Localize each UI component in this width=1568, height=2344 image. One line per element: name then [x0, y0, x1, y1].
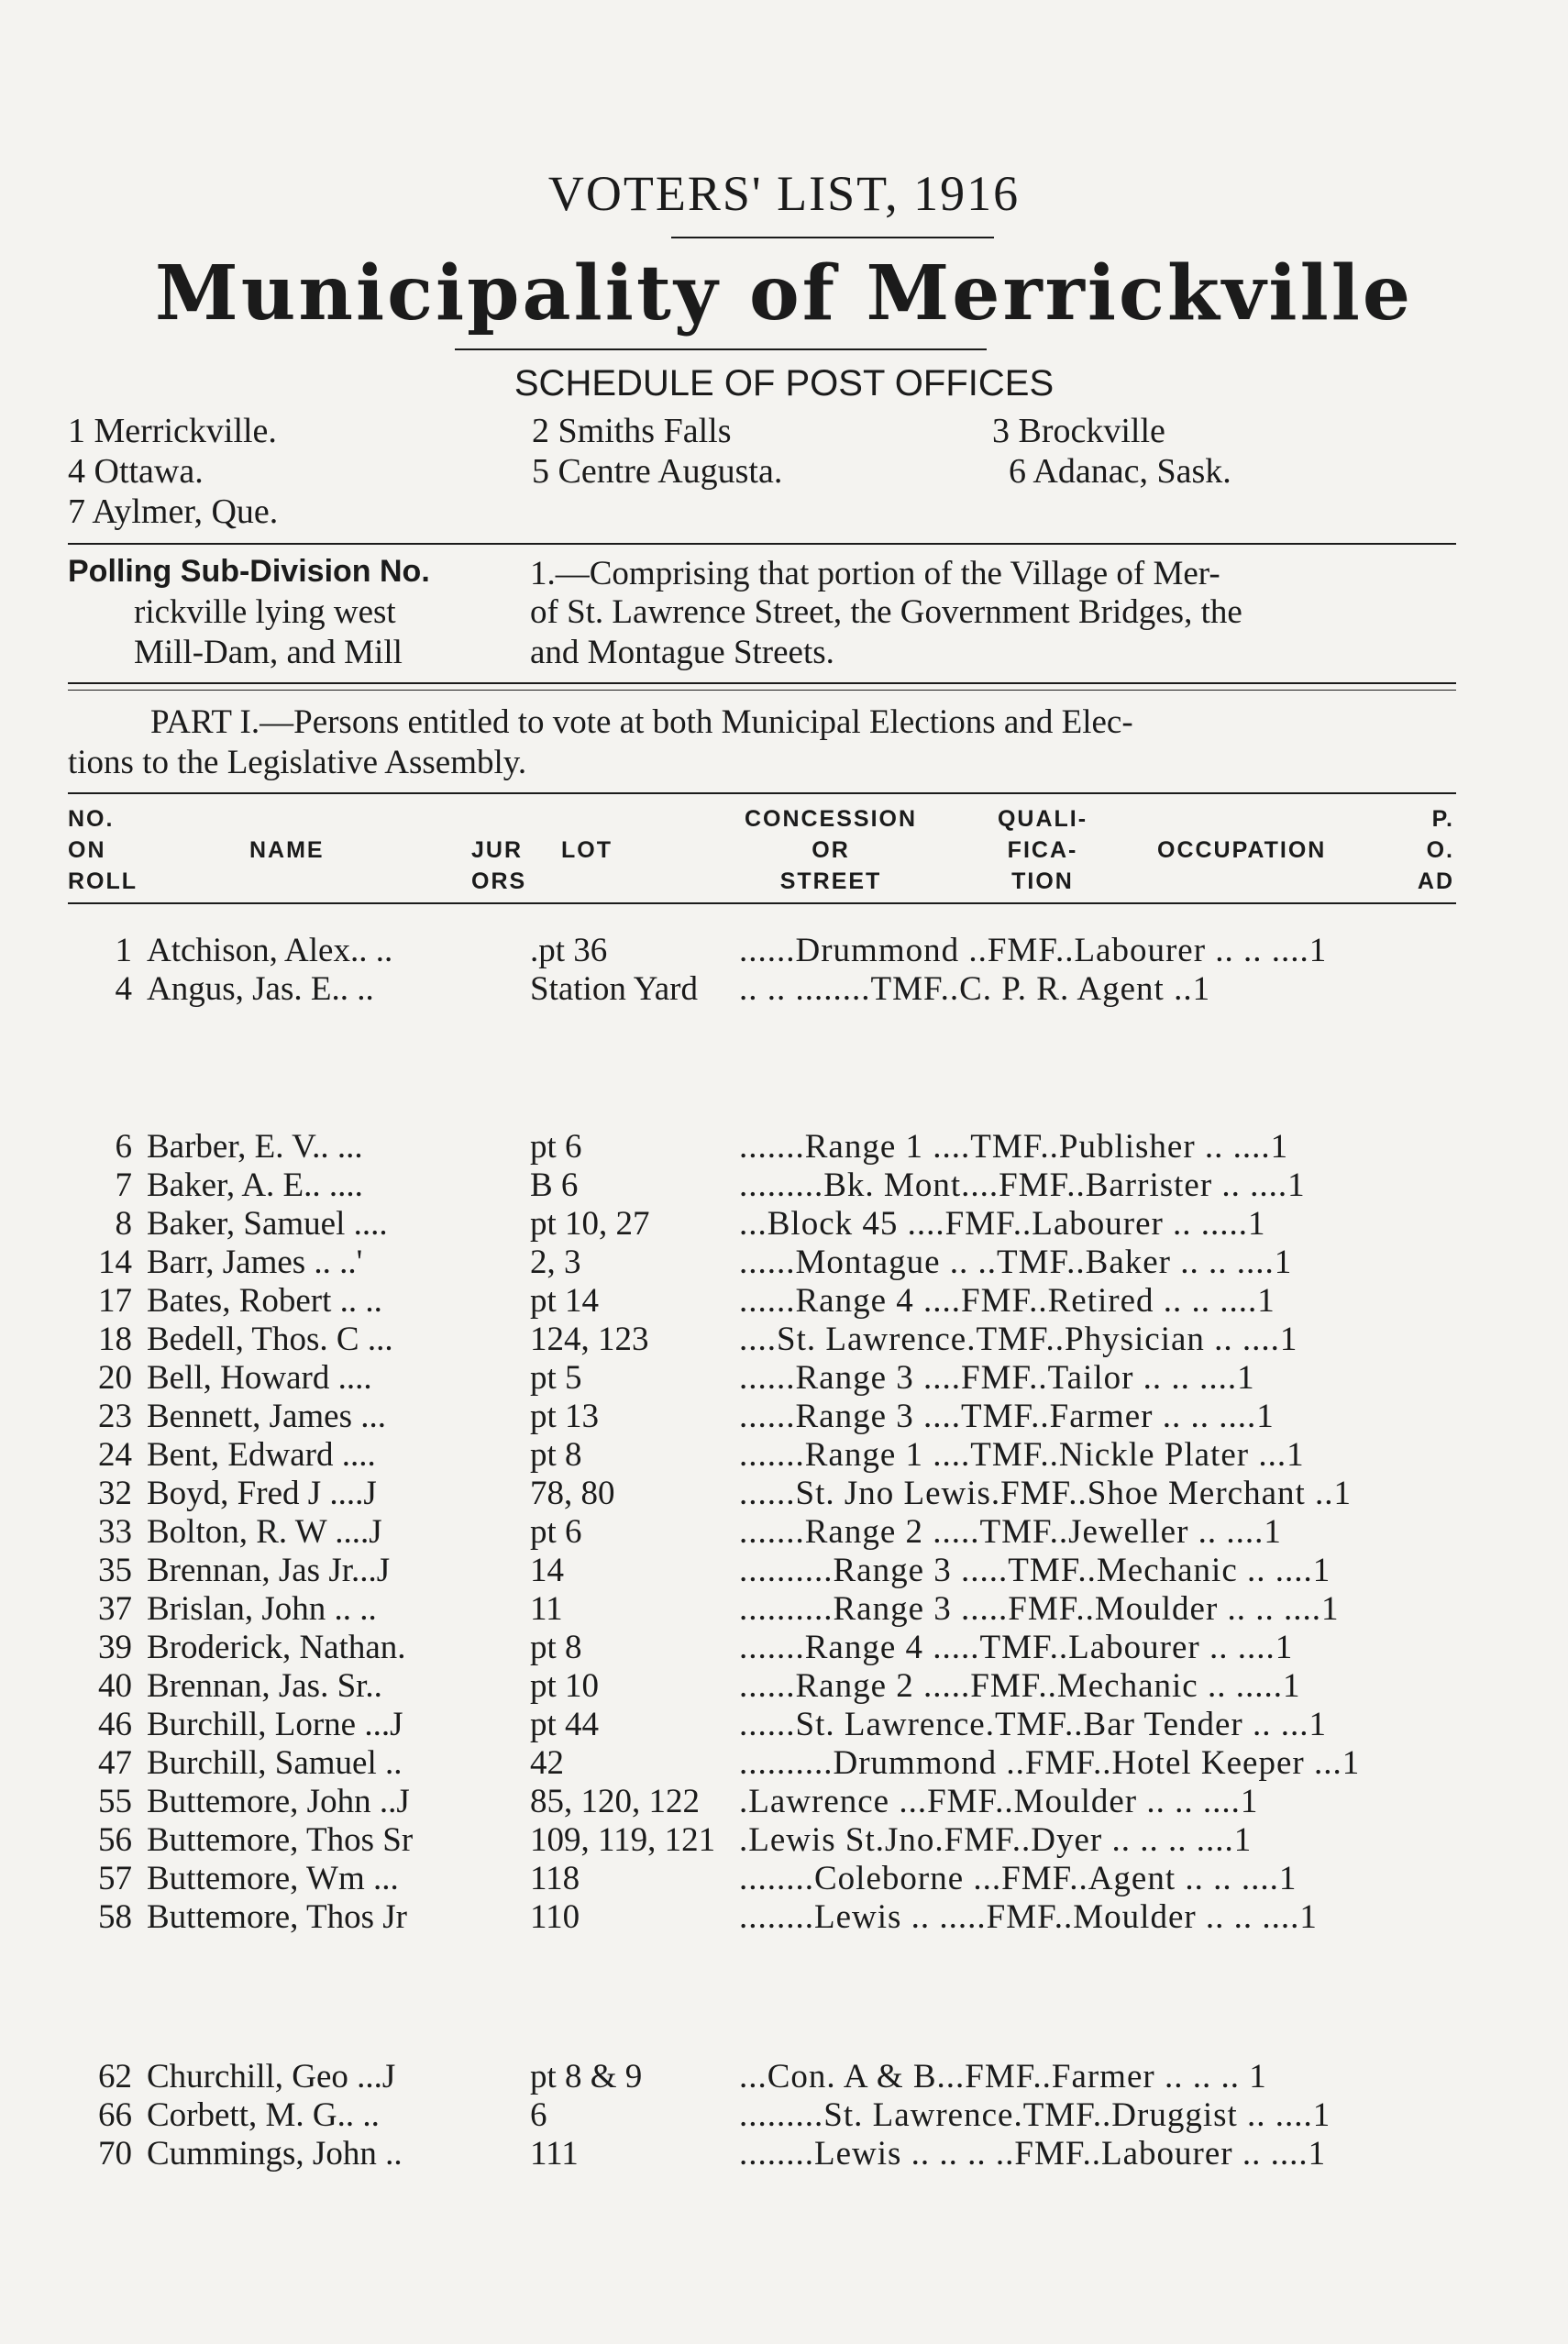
roll-number: 18 [98, 1321, 132, 1358]
voter-row [88, 2096, 1463, 2135]
voter-row [88, 932, 1463, 970]
post-office-6: 6 Adanac, Sask. [1009, 452, 1231, 491]
concession-qualification-occupation: .Lawrence ...FMF..Moulder .. .. ....1 [739, 1783, 1259, 1820]
voter-name: Broderick, Nathan. [147, 1629, 406, 1666]
voter-row [88, 1744, 1463, 1783]
roll-number: 17 [98, 1282, 132, 1320]
municipality-underline [455, 348, 987, 350]
roll-number: 55 [98, 1783, 132, 1820]
roll-number: 14 [98, 1244, 132, 1281]
voter-name: Brennan, Jas. Sr.. [147, 1667, 382, 1705]
roll-number: 23 [98, 1398, 132, 1435]
roll-number: 4 [115, 970, 132, 1008]
roll-number: 1 [115, 932, 132, 969]
concession-qualification-occupation: ......Drummond ..FMF..Labourer .. .. ....1 [739, 932, 1328, 969]
lot: pt 13 [530, 1398, 600, 1435]
concession-qualification-occupation: .......Range 1 ....TMF..Publisher .. ....1 [739, 1128, 1289, 1166]
concession-qualification-occupation: ......Range 4 ....FMF..Retired .. .. ....1 [739, 1282, 1275, 1320]
voter-row [88, 1436, 1463, 1475]
voter-name: Bell, Howard .... [147, 1359, 372, 1397]
voter-name: Bedell, Thos. C ... [147, 1321, 393, 1358]
voter-name: Brislan, John .. .. [147, 1590, 377, 1628]
voter-row [88, 2058, 1463, 2096]
lot: .pt 36 [530, 932, 608, 969]
concession-qualification-occupation: ...Con. A & B...FMF..Farmer .. .. .. 1 [739, 2058, 1267, 2095]
post-office-2: 2 Smiths Falls [532, 412, 732, 450]
voter-name: Angus, Jas. E.. .. [147, 970, 374, 1008]
lot: 11 [530, 1590, 563, 1628]
voter-name: Bates, Robert .. .. [147, 1282, 382, 1320]
lot: pt 5 [530, 1359, 582, 1397]
roll-number: 58 [98, 1898, 132, 1936]
concession-qualification-occupation: .........Bk. Mont....FMF..Barrister .. ....1 [739, 1166, 1306, 1204]
roll-number: 56 [98, 1821, 132, 1859]
lot: 109, 119, 121 [530, 1821, 716, 1859]
voter-name: Baker, Samuel .... [147, 1205, 388, 1243]
concession-qualification-occupation: ......Range 3 ....FMF..Tailor .. .. ....1 [739, 1359, 1255, 1397]
voter-name: Churchill, Geo ...J [147, 2058, 396, 2095]
voter-row [88, 1282, 1463, 1321]
lot: pt 10, 27 [530, 1205, 650, 1243]
polling-right-line-3: and Montague Streets. [530, 634, 834, 671]
concession-qualification-occupation: .......Range 4 .....TMF..Labourer .. ....1 [739, 1629, 1294, 1666]
voter-row [88, 1783, 1463, 1821]
col-jurors: JUR ORS [471, 837, 527, 894]
concession-qualification-occupation: ...Block 45 ....FMF..Labourer .. .....1 [739, 1205, 1266, 1243]
voter-row [88, 1475, 1463, 1513]
concession-qualification-occupation: .Lewis St.Jno.FMF..Dyer .. .. .. ....1 [739, 1821, 1253, 1859]
voter-name: Bolton, R. W ....J [147, 1513, 382, 1551]
voter-name: Barr, James .. ..' [147, 1244, 363, 1281]
voter-row [88, 1629, 1463, 1667]
col-no-on-roll: NO. ON ROLL [68, 806, 138, 894]
voter-name: Boyd, Fred J ....J [147, 1475, 377, 1512]
voter-name: Bent, Edward .... [147, 1436, 376, 1474]
roll-number: 7 [115, 1166, 132, 1204]
lot: 6 [530, 2096, 547, 2134]
concession-qualification-occupation: .........St. Lawrence.TMF..Druggist .. ....1 [739, 2096, 1331, 2134]
voter-row [88, 1898, 1463, 1937]
lot: pt 10 [530, 1667, 600, 1705]
roll-number: 66 [98, 2096, 132, 2134]
concession-qualification-occupation: ......Range 2 .....FMF..Mechanic .. .....1 [739, 1667, 1301, 1705]
voter-row [88, 1552, 1463, 1590]
roll-number: 57 [98, 1860, 132, 1897]
concession-qualification-occupation: ........Lewis .. .. .. ..FMF..Labourer .. ....1 [739, 2135, 1327, 2173]
lot: 110 [530, 1898, 580, 1936]
concession-qualification-occupation: .. .. ........TMF..C. P. R. Agent ..1 [739, 970, 1211, 1008]
voter-name: Buttemore, Thos Jr [147, 1898, 407, 1936]
part-line-2: tions to the Legislative Assembly. [68, 744, 527, 781]
roll-number: 37 [98, 1590, 132, 1628]
voter-name: Brennan, Jas Jr...J [147, 1552, 391, 1589]
lot: 42 [530, 1744, 564, 1782]
lot: pt 6 [530, 1513, 582, 1551]
title-underline [671, 237, 994, 238]
voter-row [88, 2135, 1463, 2173]
col-occupation: OCCUPATION [1157, 837, 1327, 863]
voter-row [88, 1166, 1463, 1205]
post-office-3: 3 Brockville [992, 412, 1165, 450]
concession-qualification-occupation: ..........Range 3 .....FMF..Moulder .. .. ....1 [739, 1590, 1340, 1628]
concession-qualification-occupation: ......St. Lawrence.TMF..Bar Tender .. ...1 [739, 1706, 1327, 1743]
voter-name: Burchill, Lorne ...J [147, 1706, 403, 1743]
lot: 124, 123 [530, 1321, 649, 1358]
municipality-title: Municipality of Merrickville [154, 249, 1414, 337]
voter-row [88, 1860, 1463, 1898]
post-office-7: 7 Aylmer, Que. [68, 492, 279, 531]
post-office-5: 5 Centre Augusta. [532, 452, 783, 491]
concession-qualification-occupation: ..........Drummond ..FMF..Hotel Keeper ...1 [739, 1744, 1361, 1782]
lot: 2, 3 [530, 1244, 581, 1281]
concession-qualification-occupation: .......Range 2 .....TMF..Jeweller .. ....1 [739, 1513, 1282, 1551]
part-line-1: PART I.—Persons entitled to vote at both Municipal Elections and Elec- [150, 703, 1133, 741]
lot: pt 6 [530, 1128, 582, 1166]
roll-number: 70 [98, 2135, 132, 2173]
polling-right-line-2: of St. Lawrence Street, the Government Bridges, the [530, 593, 1242, 631]
voter-name: Burchill, Samuel .. [147, 1744, 403, 1782]
voter-row [88, 1590, 1463, 1629]
voter-row [88, 970, 1463, 1009]
voter-name: Buttemore, John ..J [147, 1783, 410, 1820]
roll-number: 39 [98, 1629, 132, 1666]
voter-name: Baker, A. E.. .... [147, 1166, 363, 1204]
post-office-1: 1 Merrickville. [68, 412, 277, 450]
voter-row [88, 1205, 1463, 1244]
roll-number: 33 [98, 1513, 132, 1551]
lot: B 6 [530, 1166, 579, 1204]
voter-row [88, 1244, 1463, 1282]
voter-name: Bennett, James ... [147, 1398, 387, 1435]
post-office-4: 4 Ottawa. [68, 452, 204, 491]
divider-2b [68, 690, 1456, 691]
schedule-heading: SCHEDULE OF POST OFFICES [513, 363, 1055, 404]
voter-row [88, 1321, 1463, 1359]
concession-qualification-occupation: ........Lewis .. .....FMF..Moulder .. .. ....1 [739, 1898, 1318, 1936]
document-title: VOTERS' LIST, 1916 [547, 166, 1021, 221]
concession-qualification-occupation: .......Range 1 ....TMF..Nickle Plater ...1 [739, 1436, 1305, 1474]
polling-left-line-2: Mill-Dam, and Mill [134, 634, 403, 671]
voter-name: Atchison, Alex.. .. [147, 932, 393, 969]
voter-row [88, 1513, 1463, 1552]
voter-name: Barber, E. V.. ... [147, 1128, 363, 1166]
lot: pt 14 [530, 1282, 600, 1320]
divider-header-bottom [68, 902, 1456, 904]
divider-1 [68, 543, 1456, 545]
lot: 85, 120, 122 [530, 1783, 700, 1820]
concession-qualification-occupation: ....St. Lawrence.TMF..Physician .. ....1 [739, 1321, 1298, 1358]
voter-row [88, 1398, 1463, 1436]
roll-number: 62 [98, 2058, 132, 2095]
voter-row [88, 1359, 1463, 1398]
col-lot: LOT [561, 837, 613, 863]
lot: Station Yard [530, 970, 698, 1008]
concession-qualification-occupation: ......St. Jno Lewis.FMF..Shoe Merchant ..1 [739, 1475, 1353, 1512]
roll-number: 35 [98, 1552, 132, 1589]
lot: pt 8 [530, 1629, 582, 1666]
voter-row [88, 1706, 1463, 1744]
concession-qualification-occupation: ......Range 3 ....TMF..Farmer .. .. ....1 [739, 1398, 1275, 1435]
roll-number: 47 [98, 1744, 132, 1782]
voter-row [88, 1128, 1463, 1166]
concession-qualification-occupation: ........Coleborne ...FMF..Agent .. .. ....1 [739, 1860, 1297, 1897]
voter-name: Buttemore, Wm ... [147, 1860, 399, 1897]
lot: 111 [530, 2135, 579, 2173]
roll-number: 40 [98, 1667, 132, 1705]
roll-number: 24 [98, 1436, 132, 1474]
lot: pt 44 [530, 1706, 600, 1743]
roll-number: 6 [115, 1128, 132, 1166]
concession-qualification-occupation: ......Montague .. ..TMF..Baker .. .. ....1 [739, 1244, 1293, 1281]
col-post-office: P. O. AD [1417, 806, 1454, 894]
polling-right-line-1: 1.—Comprising that portion of the Village of Mer- [530, 555, 1220, 592]
polling-left-line-1: rickville lying west [134, 593, 396, 631]
roll-number: 46 [98, 1706, 132, 1743]
col-qualification: QUALI- FICA- TION [997, 806, 1088, 894]
lot: 78, 80 [530, 1475, 615, 1512]
voter-name: Corbett, M. G.. .. [147, 2096, 380, 2134]
roll-number: 8 [115, 1205, 132, 1243]
roll-number: 20 [98, 1359, 132, 1397]
lot: pt 8 & 9 [530, 2058, 643, 2095]
concession-qualification-occupation: ..........Range 3 .....TMF..Mechanic .. ....1 [739, 1552, 1331, 1589]
voter-row [88, 1821, 1463, 1860]
lot: 14 [530, 1552, 564, 1589]
voter-name: Buttemore, Thos Sr [147, 1821, 414, 1859]
lot: 118 [530, 1860, 580, 1897]
voter-name: Cummings, John .. [147, 2135, 403, 2173]
col-concession: CONCESSION OR STREET [744, 806, 918, 894]
polling-label: Polling Sub-Division No. [68, 554, 430, 589]
roll-number: 32 [98, 1475, 132, 1512]
voter-row [88, 1667, 1463, 1706]
divider-2 [68, 682, 1456, 684]
col-name: NAME [249, 837, 325, 863]
lot: pt 8 [530, 1436, 582, 1474]
divider-3 [68, 792, 1456, 794]
